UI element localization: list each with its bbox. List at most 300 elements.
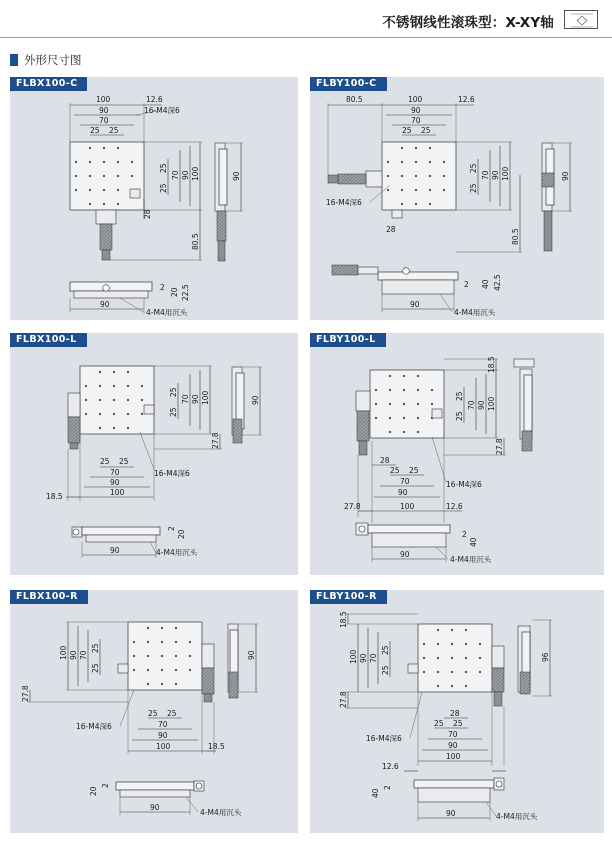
mounting-hole	[85, 399, 87, 401]
dim-label: 70	[158, 720, 168, 729]
mounting-hole	[75, 161, 77, 163]
dim-label: 70	[467, 400, 476, 410]
dim-label: 42.5	[493, 274, 502, 291]
dim-label: 70	[481, 170, 490, 180]
dim-label: 12.6	[382, 762, 399, 771]
dim-label: 70	[110, 468, 120, 477]
mounting-hole	[403, 431, 405, 433]
dim-label: 12.6	[458, 95, 475, 104]
dim-label: 27.8	[339, 691, 348, 708]
dim-label: 100	[191, 166, 200, 181]
dim-label: 25	[109, 126, 119, 135]
dim-label: 100	[400, 502, 415, 511]
micrometer-knob	[492, 668, 504, 692]
dim-label: 90	[251, 395, 260, 405]
dim-label: 25	[100, 457, 110, 466]
mounting-hole	[147, 669, 149, 671]
dim-label: 70	[369, 653, 378, 663]
mounting-hole	[161, 627, 163, 629]
mounting-hole	[127, 399, 129, 401]
mounting-hole	[389, 375, 391, 377]
mounting-hole	[465, 671, 467, 673]
mounting-hole	[451, 671, 453, 673]
dimension-drawing	[310, 333, 604, 575]
dim-label: 40	[371, 788, 380, 798]
dim-label: 25	[409, 466, 419, 475]
mounting-hole	[443, 175, 445, 177]
dim-label: 2	[101, 783, 110, 788]
side-view-micrometer	[217, 211, 226, 241]
mounting-hole	[429, 175, 431, 177]
mounting-hole	[175, 669, 177, 671]
dim-label: 90	[110, 546, 120, 555]
dim-label: 25	[91, 663, 100, 673]
micrometer-knob	[338, 174, 366, 184]
hole-callout: 16-M4深6	[446, 480, 482, 489]
mounting-hole	[75, 175, 77, 177]
dim-label: 90	[181, 170, 190, 180]
mounting-hole	[131, 175, 133, 177]
mounting-hole	[147, 641, 149, 643]
dim-label: 28	[386, 225, 396, 234]
micrometer-knob	[68, 417, 80, 443]
dim-label: 90	[150, 803, 160, 812]
micrometer-thimble	[328, 175, 338, 183]
countersink-note: 4-M4用沉头	[156, 548, 198, 557]
dim-label: 28	[450, 709, 460, 718]
dim-label: 28	[143, 209, 152, 219]
mounting-hole	[417, 431, 419, 433]
mounting-hole	[75, 189, 77, 191]
dim-label: 100	[59, 645, 68, 660]
mounting-hole	[103, 147, 105, 149]
dim-label: 25	[469, 163, 478, 173]
dim-label: 90	[69, 650, 78, 660]
mounting-hole	[175, 627, 177, 629]
dim-label: 25	[167, 709, 177, 718]
side-view-micrometer	[542, 173, 554, 187]
mounting-hole	[437, 657, 439, 659]
micrometer-knob	[357, 411, 369, 441]
header-divider	[0, 37, 612, 38]
front-view-base-plate	[418, 788, 490, 802]
mounting-hole	[189, 669, 191, 671]
side-view-carriage	[524, 375, 532, 431]
dim-label: 90	[247, 650, 256, 660]
countersink-note: 4-M4用沉头	[454, 308, 496, 317]
mounting-hole	[431, 389, 433, 391]
dim-label: 25	[390, 466, 400, 475]
section-heading	[10, 52, 82, 68]
mounting-hole	[387, 161, 389, 163]
mounting-hole	[417, 417, 419, 419]
countersink-note: 4-M4用沉头	[146, 308, 188, 317]
countersink-note: 4-M4用沉头	[496, 812, 538, 821]
mounting-hole	[443, 161, 445, 163]
mounting-hole	[113, 371, 115, 373]
drawing-panel-flbx100-l	[10, 333, 298, 575]
lock-screw	[130, 189, 140, 198]
lock-screw	[144, 405, 154, 414]
section-label: 外形尺寸图	[24, 53, 82, 67]
mounting-hole	[99, 371, 101, 373]
dim-label: 80.5	[346, 95, 363, 104]
dim-label: 27.8	[21, 685, 30, 702]
dim-label: 25	[91, 643, 100, 653]
micrometer-knob	[100, 224, 112, 250]
mounting-hole	[423, 671, 425, 673]
side-view-cap	[514, 359, 534, 367]
dim-label: 27.8	[495, 438, 504, 455]
dim-label: 70	[448, 730, 458, 739]
mounting-hole	[161, 669, 163, 671]
micrometer-thimble	[359, 441, 367, 455]
front-view-base-plate	[120, 790, 190, 797]
mounting-hole	[147, 683, 149, 685]
dim-label: 18.5	[208, 742, 225, 751]
dim-label: 25	[434, 719, 444, 728]
dimension-drawing	[10, 77, 298, 320]
mounting-hole	[417, 389, 419, 391]
mounting-hole	[189, 655, 191, 657]
lock-screw	[118, 664, 128, 673]
drawing-panel-flbx100-r	[10, 590, 298, 833]
dim-label: 100	[446, 752, 461, 761]
panel-tag: FLBY100-L	[310, 333, 386, 347]
dim-label: 25	[381, 665, 390, 675]
mounting-hole	[103, 203, 105, 205]
mounting-hole	[85, 385, 87, 387]
hole-callout: 16-M4深6	[144, 106, 180, 115]
mounting-hole	[117, 147, 119, 149]
dim-label: 25	[148, 709, 158, 718]
mounting-hole	[99, 413, 101, 415]
mounting-hole	[401, 203, 403, 205]
dim-label: 25	[159, 163, 168, 173]
mounting-hole	[141, 413, 143, 415]
micrometer-thimble	[102, 250, 110, 260]
panel-tag: FLBX100-L	[10, 333, 87, 347]
dim-label: 70	[181, 394, 190, 404]
mounting-hole	[465, 629, 467, 631]
dim-label: 2	[167, 526, 176, 531]
mounting-hole	[451, 657, 453, 659]
front-view-top-plate	[378, 272, 458, 280]
dim-label: 25	[402, 126, 412, 135]
dim-label: 25	[421, 126, 431, 135]
dim-label: 90	[491, 170, 500, 180]
dim-label: 27.8	[344, 502, 361, 511]
dim-label: 12.6	[446, 502, 463, 511]
dimension-drawing	[310, 77, 604, 320]
dim-label: 25	[455, 391, 464, 401]
front-view-base-plate	[372, 533, 446, 547]
panel-tag: FLBX100-R	[10, 590, 88, 604]
dim-label: 90	[448, 741, 458, 750]
mounting-hole	[429, 161, 431, 163]
mounting-hole	[429, 147, 431, 149]
front-view-top-plate	[368, 525, 450, 533]
dim-label: 100	[408, 95, 423, 104]
mounting-hole	[161, 683, 163, 685]
mounting-hole	[401, 175, 403, 177]
mounting-hole	[401, 189, 403, 191]
mounting-hole	[451, 629, 453, 631]
mounting-hole	[103, 161, 105, 163]
side-view-micrometer	[522, 431, 532, 451]
micrometer-thimble	[204, 694, 212, 702]
micrometer-thimble	[494, 692, 502, 706]
mounting-hole	[401, 161, 403, 163]
mounting-hole	[429, 189, 431, 191]
mounting-hole	[147, 627, 149, 629]
dim-label: 25	[169, 407, 178, 417]
mounting-hole	[437, 643, 439, 645]
page-title: 不锈钢线性滚珠型：X-XY轴	[382, 15, 554, 31]
mounting-hole	[479, 643, 481, 645]
mounting-hole	[89, 161, 91, 163]
dim-label: 25	[90, 126, 100, 135]
dimension-drawing	[10, 333, 298, 575]
stage-outline-icon	[565, 11, 599, 30]
dim-label: 20	[89, 786, 98, 796]
lock-screw	[432, 409, 442, 418]
front-view-stem	[358, 267, 378, 274]
mounting-hole	[127, 385, 129, 387]
mounting-hole	[431, 403, 433, 405]
mounting-hole	[387, 175, 389, 177]
mounting-hole	[451, 685, 453, 687]
dim-label: 25	[469, 183, 478, 193]
mounting-hole	[89, 203, 91, 205]
mounting-hole	[451, 643, 453, 645]
mounting-hole	[443, 189, 445, 191]
mounting-hole	[103, 175, 105, 177]
drawing-panel-flbx100-c	[10, 77, 298, 320]
mounting-hole	[429, 203, 431, 205]
dim-label: 100	[156, 742, 171, 751]
dim-label: 90	[410, 300, 420, 309]
panel-tag: FLBY100-C	[310, 77, 387, 91]
dim-label: 40	[469, 537, 478, 547]
lock-screw	[392, 210, 402, 218]
dim-label: 90	[477, 400, 486, 410]
mounting-hole	[161, 641, 163, 643]
side-view-micrometer	[229, 672, 238, 698]
mounting-hole	[99, 385, 101, 387]
hole-callout: 16-M4深6	[154, 469, 190, 478]
countersink-note: 4-M4用沉头	[450, 555, 492, 564]
dim-label: 90	[158, 731, 168, 740]
section-marker	[10, 54, 18, 66]
mounting-hole	[389, 403, 391, 405]
panel-tag: FLBY100-R	[310, 590, 387, 604]
drawing-panel-flby100-r	[310, 590, 604, 833]
side-view-carriage	[219, 149, 227, 205]
front-view-top-plate	[116, 782, 194, 790]
dim-label: 70	[171, 170, 180, 180]
hole-callout: 16-M4深6	[76, 722, 112, 731]
stem-housing	[356, 391, 370, 411]
mounting-hole	[89, 189, 91, 191]
mounting-hole	[415, 189, 417, 191]
dim-label: 20	[170, 287, 179, 297]
dim-label: 100	[201, 390, 210, 405]
mounting-hole	[375, 389, 377, 391]
dim-label: 90	[110, 478, 120, 487]
side-view-micrometer	[520, 672, 530, 694]
side-view-stem	[544, 211, 552, 251]
mounting-hole	[415, 175, 417, 177]
dim-label: 25	[159, 183, 168, 193]
drawing-panel-flby100-c	[310, 77, 604, 320]
mounting-hole	[423, 657, 425, 659]
stem-housing	[366, 171, 382, 187]
front-view-base-plate	[382, 280, 454, 294]
mounting-hole	[389, 431, 391, 433]
hole-callout: 16-M4深6	[366, 734, 402, 743]
dim-label: 25	[455, 411, 464, 421]
mounting-hole	[117, 175, 119, 177]
mounting-hole	[117, 189, 119, 191]
dim-label: 25	[169, 387, 178, 397]
dim-label: 20	[177, 529, 186, 539]
dim-label: 18.5	[487, 356, 496, 373]
dim-label: 70	[411, 116, 421, 125]
mounting-hole	[401, 147, 403, 149]
dim-label: 90	[411, 106, 421, 115]
front-view-top-plate	[82, 527, 160, 535]
dim-label: 90	[446, 809, 456, 818]
countersink-note: 4-M4用沉头	[200, 808, 242, 817]
mounting-hole	[133, 669, 135, 671]
mounting-hole	[437, 671, 439, 673]
mounting-hole	[479, 657, 481, 659]
side-view-micrometer	[233, 419, 242, 443]
dim-label: 2	[383, 785, 392, 790]
mounting-hole	[175, 683, 177, 685]
hole-callout: 16-M4深6	[326, 198, 362, 207]
mounting-hole	[113, 427, 115, 429]
mounting-hole	[99, 427, 101, 429]
mounting-hole	[403, 417, 405, 419]
mounting-hole	[465, 643, 467, 645]
mounting-hole	[389, 389, 391, 391]
mounting-hole	[113, 385, 115, 387]
dim-label: 2	[160, 283, 165, 292]
panel-tag: FLBX100-C	[10, 77, 87, 91]
mounting-hole	[175, 655, 177, 657]
dim-label: 80.5	[511, 228, 520, 245]
front-view-micrometer	[332, 265, 358, 275]
mounting-hole	[99, 399, 101, 401]
mounting-hole	[175, 641, 177, 643]
dim-label: 80.5	[191, 233, 200, 250]
mounting-hole	[415, 147, 417, 149]
dim-label: 90	[359, 653, 368, 663]
micrometer-thimble	[70, 443, 78, 449]
mounting-hole	[387, 189, 389, 191]
dim-label: 2	[462, 530, 467, 539]
dim-label: 90	[99, 106, 109, 115]
mounting-hole	[403, 375, 405, 377]
dim-label: 25	[119, 457, 129, 466]
dim-label: 90	[232, 171, 241, 181]
stage-thumbnail-icon	[564, 10, 598, 29]
mounting-hole	[423, 643, 425, 645]
mounting-hole	[147, 655, 149, 657]
mounting-hole	[403, 403, 405, 405]
drawing-panel-flby100-l	[310, 333, 604, 575]
dim-label: 100	[110, 488, 125, 497]
front-view-base-plate	[86, 535, 156, 542]
mounting-hole	[189, 641, 191, 643]
dim-label: 12.6	[146, 95, 163, 104]
front-view-base-plate	[74, 291, 148, 298]
dim-label: 25	[381, 645, 390, 655]
page-header	[0, 0, 612, 36]
dim-label: 40	[481, 279, 490, 289]
mounting-hole	[85, 413, 87, 415]
mounting-hole	[415, 203, 417, 205]
dim-label: 25	[453, 719, 463, 728]
mounting-hole	[389, 417, 391, 419]
dim-label: 100	[349, 649, 358, 664]
stem-housing	[202, 644, 214, 668]
mounting-hole	[437, 685, 439, 687]
mounting-hole	[437, 629, 439, 631]
dim-label: 100	[487, 396, 496, 411]
mounting-hole	[375, 417, 377, 419]
mounting-hole	[465, 657, 467, 659]
dim-label: 90	[561, 171, 570, 181]
dim-label: 90	[191, 394, 200, 404]
dim-label: 18.5	[46, 492, 63, 501]
dimension-drawing	[310, 590, 604, 833]
mounting-hole	[415, 161, 417, 163]
mounting-hole	[131, 161, 133, 163]
dim-label: 22.5	[181, 284, 190, 301]
mounting-hole	[117, 203, 119, 205]
mounting-hole	[113, 413, 115, 415]
lock-screw	[408, 664, 418, 673]
dim-label: 90	[100, 300, 110, 309]
mounting-hole	[127, 413, 129, 415]
mounting-hole	[141, 399, 143, 401]
mounting-hole	[465, 685, 467, 687]
dim-label: 28	[380, 456, 390, 465]
mounting-hole	[133, 655, 135, 657]
mounting-hole	[161, 655, 163, 657]
front-view-top-plate	[70, 282, 152, 291]
stem-housing	[96, 210, 116, 224]
mounting-hole	[89, 175, 91, 177]
dim-label: 70	[99, 116, 109, 125]
dim-label: 90	[400, 550, 410, 559]
dim-label: 70	[79, 650, 88, 660]
mounting-hole	[103, 189, 105, 191]
dim-label: 2	[464, 280, 469, 289]
mounting-hole	[117, 161, 119, 163]
mounting-hole	[403, 389, 405, 391]
dim-label: 100	[501, 166, 510, 181]
micrometer-knob	[202, 668, 214, 694]
stem-housing	[68, 393, 80, 417]
mounting-hole	[127, 371, 129, 373]
mounting-hole	[133, 641, 135, 643]
mounting-hole	[479, 671, 481, 673]
dim-label: 100	[96, 95, 111, 104]
